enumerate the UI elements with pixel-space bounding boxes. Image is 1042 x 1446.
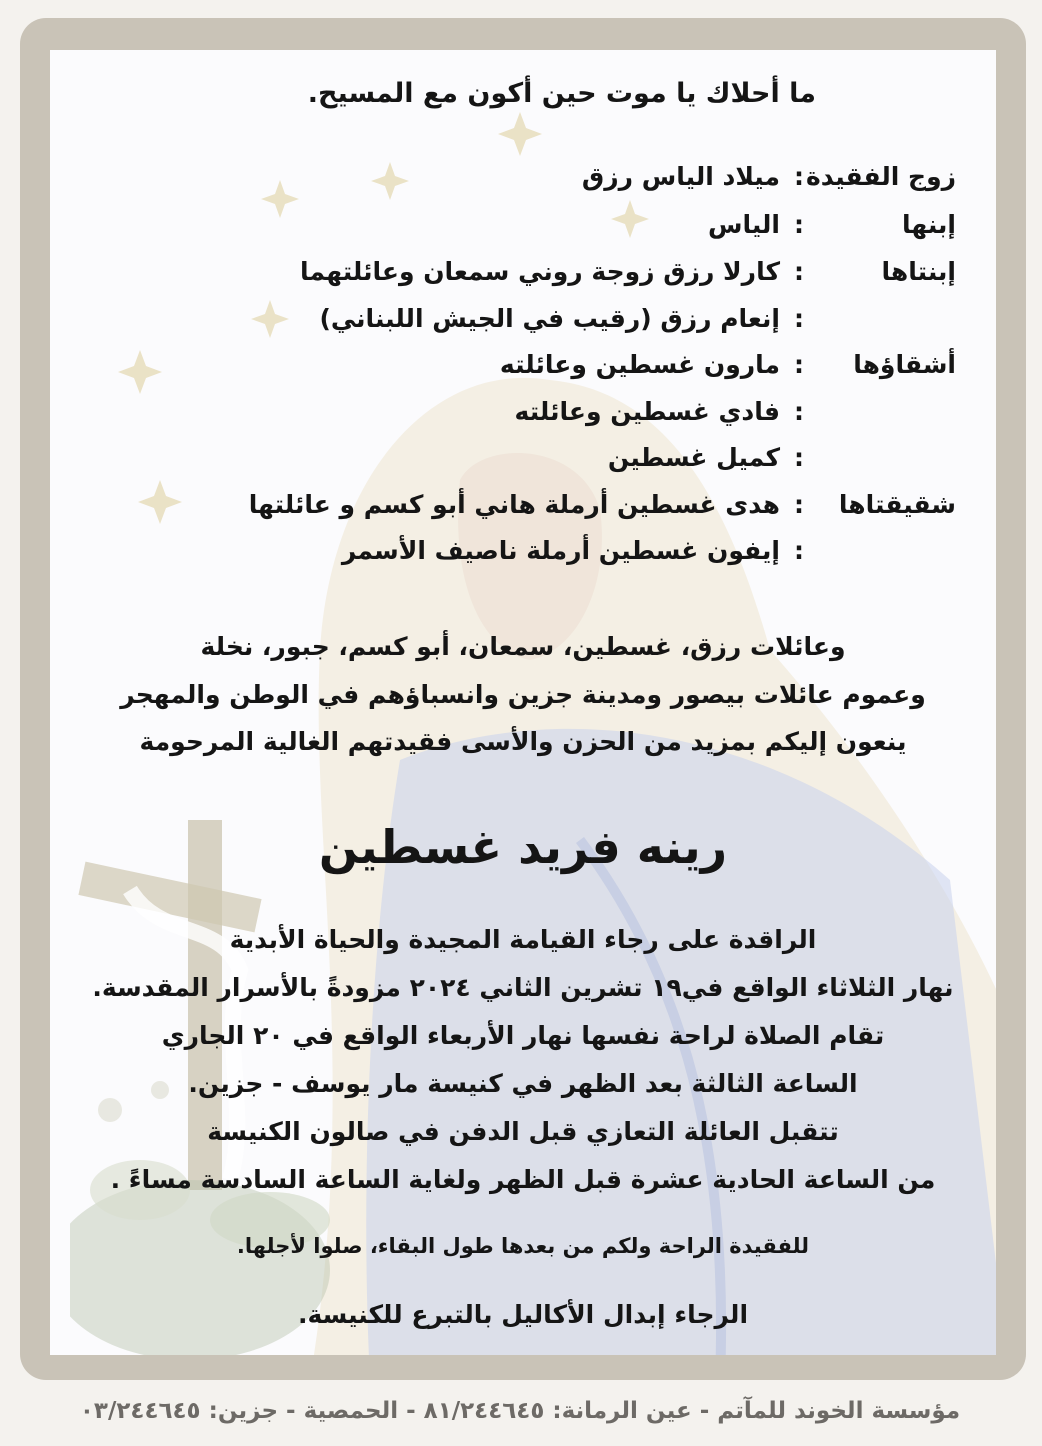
relative-row (76, 350, 956, 396)
colon-separator: : (794, 210, 804, 239)
details-line: تقام الصلاة لراحة نفسها نهار الأربعاء الواقع في ٢٠ الجاري (161, 1021, 885, 1050)
announcement-line: وعموم عائلات بيصور ومدينة جزين وانسباؤهم في الوطن والمهجر (120, 680, 926, 709)
funeral-home-footer: مؤسسة الخوند للمآتم - عين الرمانة: ٨١/٢٤٤٦٤٥ - الحمصية - جزين: ٠٣/٢٤٤٦٤٥ (79, 1398, 961, 1424)
relative-name: ميلاد الياس رزق (581, 162, 780, 191)
donation-request: الرجاء إبدال الأكاليل بالتبرع للكنيسة. (297, 1300, 749, 1329)
relative-name: إيفون غسطين أرملة ناصيف الأسمر (341, 536, 780, 565)
relative-row (76, 490, 956, 536)
obituary-card (50, 50, 996, 1355)
relative-name: مارون غسطين وعائلته (499, 350, 780, 379)
details-line: تتقبل العائلة التعازي قبل الدفن في صالون الكنيسة (207, 1117, 839, 1146)
relation-label: إبنها (901, 210, 956, 239)
colon-separator: : (794, 304, 804, 333)
relative-row (76, 536, 956, 582)
relation-label: أشقاؤها (853, 350, 956, 379)
colon-separator: : (794, 397, 804, 426)
colon-separator: : (794, 350, 804, 379)
colon-separator: : (794, 257, 804, 286)
relation-label: إبنتاها (881, 257, 956, 286)
relation-label: زوج الفقيدة (806, 162, 956, 191)
relative-row (76, 397, 956, 443)
colon-separator: : (794, 443, 804, 472)
relative-row (76, 162, 956, 208)
relative-name: الياس (707, 210, 780, 239)
colon-separator: : (794, 490, 804, 519)
prayer-line: للفقيدة الراحة ولكم من بعدها طول البقاء، صلوا لأجلها. (236, 1234, 810, 1258)
announcement-line: ينعون إليكم بمزيد من الحزن والأسى فقيدتهم الغالية المرحومة (139, 727, 907, 756)
relative-row (76, 210, 956, 256)
relative-name: إنعام رزق (رقيب في الجيش اللبناني) (319, 304, 780, 333)
details-line: من الساعة الحادية عشرة قبل الظهر ولغاية الساعة السادسة مساءً . (110, 1165, 936, 1194)
details-line: الراقدة على رجاء القيامة المجيدة والحياة الأبدية (229, 925, 817, 954)
relative-row (76, 443, 956, 489)
relative-name: كميل غسطين (607, 443, 780, 472)
details-line: الساعة الثالثة بعد الظهر في كنيسة مار يوسف - جزين. (188, 1069, 858, 1098)
relative-name: كارلا رزق زوجة روني سمعان وعائلتهما (300, 257, 780, 286)
relative-row (76, 304, 956, 350)
relative-name: هدى غسطين أرملة هاني أبو كسم و عائلتها (248, 490, 780, 519)
relation-label: شقيقتاها (838, 490, 956, 519)
colon-separator: : (794, 162, 804, 191)
relative-name: فادي غسطين وعائلته (514, 397, 780, 426)
obituary-content (50, 50, 996, 1355)
details-line: نهار الثلاثاء الواقع في١٩ تشرين الثاني ٢٠٢٤ مزودةً بالأسرار المقدسة. (92, 973, 954, 1002)
announcement-line: وعائلات رزق، غسطين، سمعان، أبو كسم، جبور، نخلة (200, 632, 846, 661)
relative-row (76, 257, 956, 303)
bible-verse: ما أحلاك يا موت حين أكون مع المسيح. (307, 78, 816, 109)
colon-separator: : (794, 536, 804, 565)
deceased-name: رينه فريد غسطين (318, 820, 728, 874)
